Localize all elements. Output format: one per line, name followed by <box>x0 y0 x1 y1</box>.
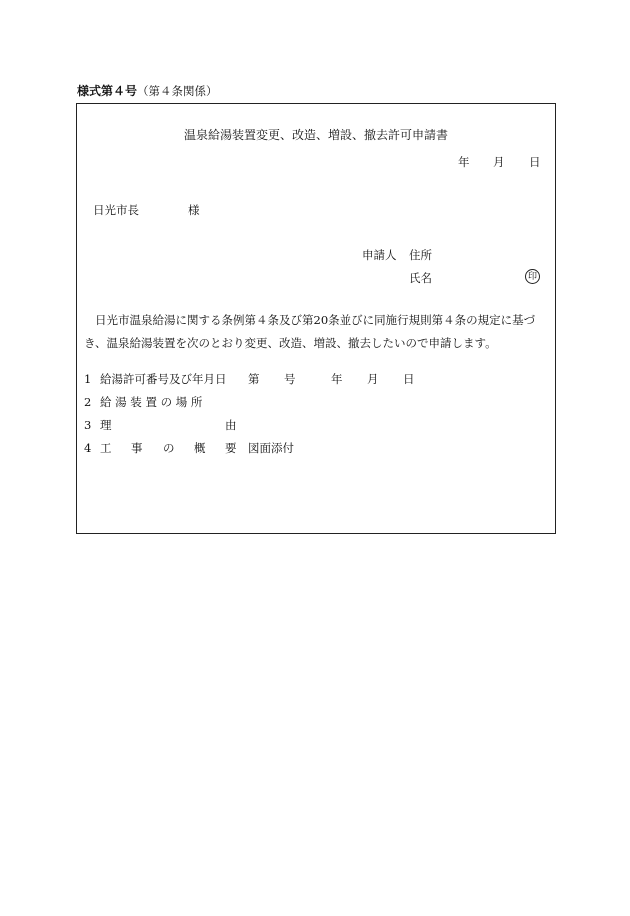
form-number-heading <box>77 85 218 98</box>
date-year-label: 年 <box>458 155 470 169</box>
item-3-label-start: 理 <box>100 418 112 432</box>
item-3-number: 3 <box>84 418 92 432</box>
applicant-label: 申請人 <box>362 248 397 262</box>
seal-icon: 印 <box>525 269 540 284</box>
application-form-box <box>76 103 556 534</box>
item-1-day-label: 日 <box>403 372 415 386</box>
seal-mark <box>525 269 540 284</box>
item-4-value: 図面添付 <box>248 441 294 455</box>
form-number-reference: （第４条関係） <box>137 84 218 98</box>
applicant-address-label: 住所 <box>409 248 432 262</box>
date-day-label: 日 <box>529 155 541 169</box>
item-1-year-label: 年 <box>331 372 343 386</box>
item-1-month-label: 月 <box>367 372 379 386</box>
form-number: 様式第４号 <box>77 84 138 98</box>
addressee-name: 日光市長 <box>93 203 139 217</box>
form-title: 温泉給湯装置変更、改造、増設、撤去許可申請書 <box>183 128 448 142</box>
item-4-label-char-3: の <box>163 441 175 455</box>
item-1-number: 1 <box>84 372 92 386</box>
item-4-label-char-2: 事 <box>131 441 143 455</box>
item-4-label-char-1: 工 <box>100 441 112 455</box>
item-2-label: 給 湯 装 置 の 場 所 <box>100 395 203 409</box>
addressee-honorific: 様 <box>188 203 200 217</box>
item-4-label-char-5: 要 <box>225 441 237 455</box>
item-1-label: 給湯許可番号及び年月日 <box>100 372 227 386</box>
applicant-name-label: 氏名 <box>409 271 432 285</box>
item-3-label-end: 由 <box>225 418 237 432</box>
item-1-permit-no-suffix: 号 <box>284 372 296 386</box>
item-4-label-char-4: 概 <box>194 441 206 455</box>
item-2-number: 2 <box>84 395 92 409</box>
application-statement: 日光市温泉給湯に関する条例第４条及び第20条並びに同施行規則第４条の規定に基づき、温泉給湯装置を次のとおり変更、改造、増設、撤去したいので申請します。 <box>84 313 536 350</box>
date-month-label: 月 <box>493 155 505 169</box>
item-1-permit-no-prefix: 第 <box>248 372 260 386</box>
item-4-number: 4 <box>84 441 92 455</box>
